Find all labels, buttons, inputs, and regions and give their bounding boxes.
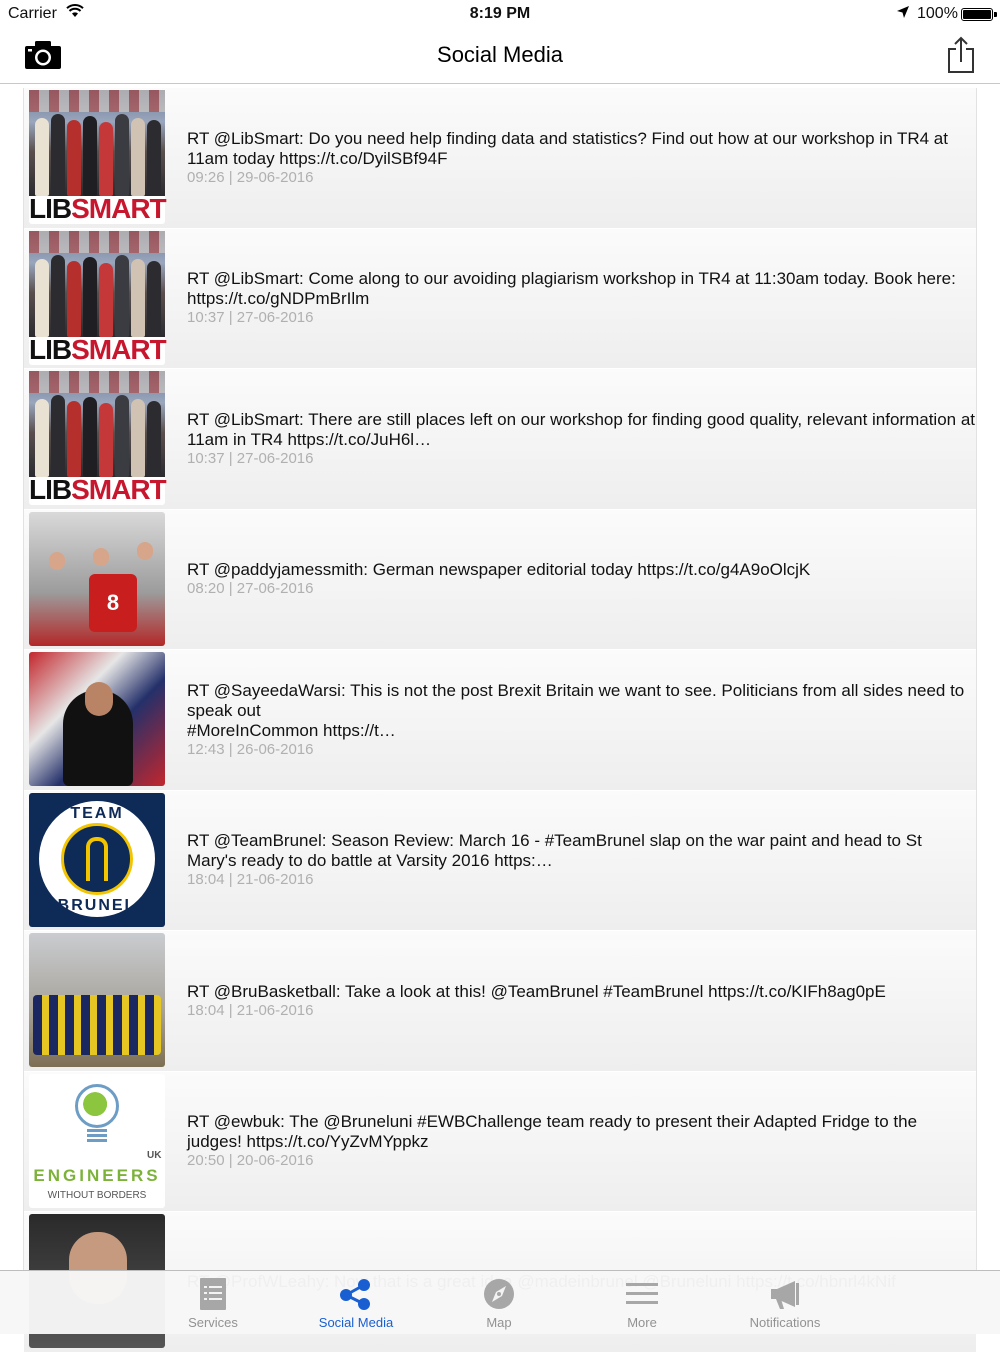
clock: 8:19 PM [469,5,531,22]
feed-item[interactable] [24,369,976,510]
team-brunel-logo: TEAM BRUNEL [29,793,165,927]
share-icon[interactable] [946,36,976,74]
feed-item[interactable] [24,88,976,229]
more-menu-icon [624,1277,660,1311]
tweet-text: RT @paddyjamessmith: German newspaper editorial today https://t.co/g4A9oOlcjK [187,560,811,580]
feed-item[interactable] [24,229,976,370]
tab-label: More [627,1315,657,1330]
libsmart-thumbnail: LIBSMART [29,371,165,505]
carrier-label: Carrier [8,5,57,22]
tweet-text: RT @BruBasketball: Take a look at this! @TeamBrunel #TeamBrunel https://t.co/KIFh8ag0pE [187,981,886,1001]
feed-item[interactable] [24,931,976,1072]
feed-item[interactable] [24,1072,976,1213]
tweet-timestamp: 10:37 | 27-06-2016 [187,449,314,467]
speaker-photo [29,652,165,786]
tweet-timestamp: 18:04 | 21-06-2016 [187,871,314,889]
tweet-text: RT @LibSmart: Come along to our avoiding plagiarism workshop in TR4 at 11:30am today. Book here: https://t.co/gNDPmBrIlm [187,269,956,309]
tweet-timestamp: 09:26 | 29-06-2016 [187,168,314,186]
feed-item[interactable] [24,510,976,651]
tweet-timestamp: 20:50 | 20-06-2016 [187,1152,314,1170]
libsmart-thumbnail: LIBSMART [29,90,165,224]
location-arrow-icon [896,5,910,19]
football-photo: 8 [29,512,165,646]
tweet-text: RT @TeamBrunel: Season Review: March 16 - #TeamBrunel slap on the war paint and head to St Mary's ready to do battle at Varsity 2016 https:… [187,831,922,871]
tab-social-media[interactable] [286,1271,426,1335]
tweet-timestamp: 12:43 | 26-06-2016 [187,740,314,758]
tweet-text: RT @LibSmart: Do you need help finding data and statistics? Find out how at our workshop in TR4 at 11am today https://t.co/DyilSBf94F [187,128,948,168]
megaphone-icon [767,1277,803,1311]
tweet-timestamp: 18:04 | 21-06-2016 [187,1001,314,1019]
tab-bar [0,1270,1000,1334]
map-compass-icon [481,1277,517,1311]
social-feed-list[interactable] [23,88,977,1270]
feed-item[interactable] [24,650,976,791]
tab-more[interactable] [572,1271,712,1335]
tweet-timestamp: 10:37 | 27-06-2016 [187,309,314,327]
page-title: Social Media [437,42,563,67]
tab-services[interactable] [143,1271,283,1335]
status-bar [0,0,1000,28]
engineers-without-borders-logo: UK ENGINEERS WITHOUT BORDERS [29,1074,165,1208]
navigation-bar [0,28,1000,84]
tab-label: Services [188,1315,238,1330]
social-media-icon [338,1277,374,1311]
basketball-team-photo [29,933,165,1067]
tab-label: Map [486,1315,512,1330]
tab-map[interactable] [429,1271,569,1335]
libsmart-thumbnail: LIBSMART [29,231,165,365]
tweet-text: RT @LibSmart: There are still places left on our workshop for finding good quality, relevant information at 11am in TR4 https://t.co/JuH6l… [187,409,976,449]
tab-label: Notifications [749,1315,821,1330]
tweet-text: RT @SayeedaWarsi: This is not the post Brexit Britain we want to see. Politicians from all sides need to speak out #MoreInCommon https://t… [187,680,965,740]
tweet-timestamp: 08:20 | 27-06-2016 [187,580,314,598]
tab-notifications[interactable] [715,1271,855,1335]
tab-label: Social Media [318,1315,394,1330]
battery-percentage: 100% [917,5,958,22]
feed-item[interactable] [24,791,976,932]
battery-icon [961,8,993,21]
services-icon [195,1277,231,1311]
tweet-text: RT @ewbuk: The @Bruneluni #EWBChallenge team ready to present their Adapted Fridge to the judges! https://t.co/YyZvMYppkz [187,1112,918,1152]
